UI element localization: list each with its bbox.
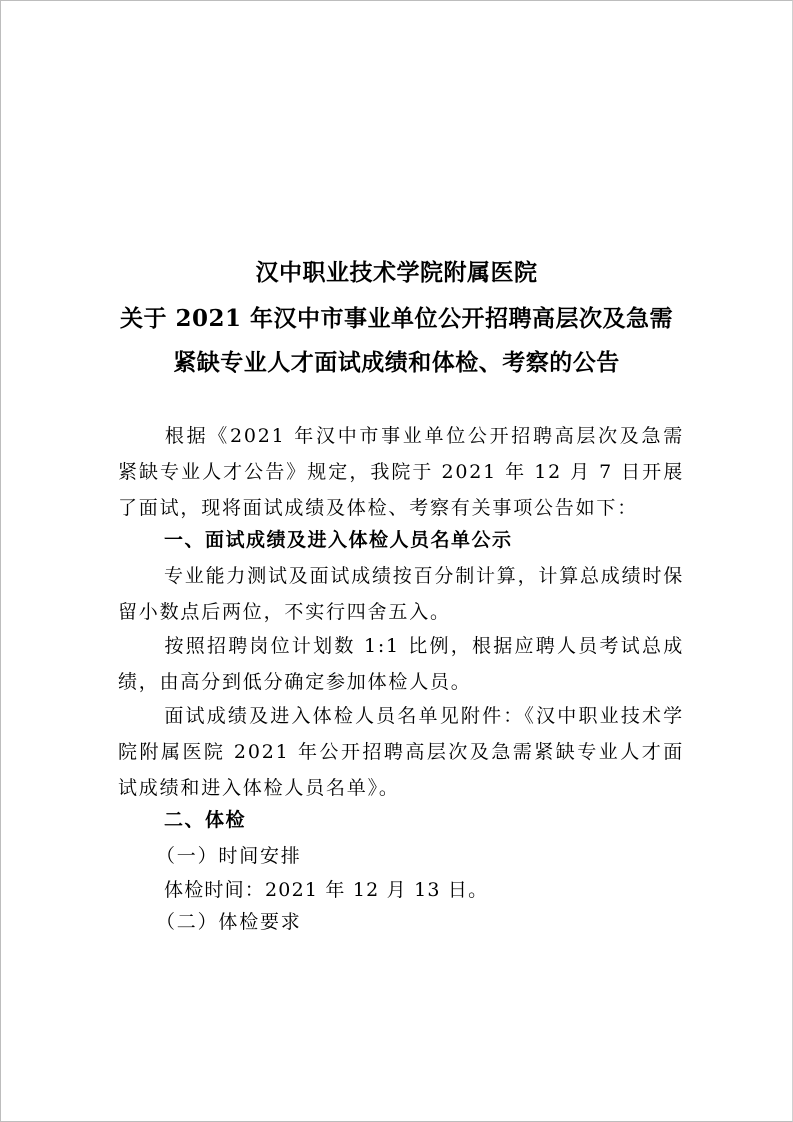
- section-1-paragraph-3: [118, 698, 684, 806]
- section-1-paragraph-1-text: 专业能力测试及面试成绩按百分制计算，计算总成绩时保留小数点后两位，不实行四舍五入。: [118, 565, 685, 623]
- section-1-paragraph-2: [118, 628, 684, 700]
- section-1-paragraph-1: [118, 558, 684, 630]
- exam-time-line: 体检时间：2021 年 12 月 13 日。: [164, 879, 489, 901]
- section-2-subheading-2: （二）体检要求: [156, 911, 302, 933]
- intro-paragraph-text: 根据《2021 年汉中市事业单位公开招聘高层次及急需紧缺专业人才公告》规定，我院于 2021 年 12 月 7 日开展了面试，现将面试成绩及体检、考察有关事项公告如下：: [118, 425, 684, 519]
- intro-paragraph: [118, 418, 684, 526]
- document-title-line-2: 关于 2021 年汉中市事业单位公开招聘高层次及急需: [119, 305, 674, 332]
- section-2-heading: 二、体检: [164, 809, 247, 831]
- document-title-line-3: 紧缺专业人才面试成绩和体检、考察的公告: [173, 349, 620, 376]
- section-1-paragraph-3-text: 面试成绩及进入体检人员名单见附件：《汉中职业技术学院附属医院 2021 年公开招聘高层次及急需紧缺专业人才面试成绩和进入体检人员名单》。: [118, 705, 684, 799]
- section-2-subheading-1: （一）时间安排: [156, 845, 302, 867]
- section-1-paragraph-2-text: 按照招聘岗位计划数 1:1 比例，根据应聘人员考试总成绩，由高分到低分确定参加体检人员。: [118, 635, 684, 693]
- section-1-heading: 一、面试成绩及进入体检人员名单公示: [164, 529, 513, 551]
- document-title-line-1: 汉中职业技术学院附属医院: [255, 259, 538, 286]
